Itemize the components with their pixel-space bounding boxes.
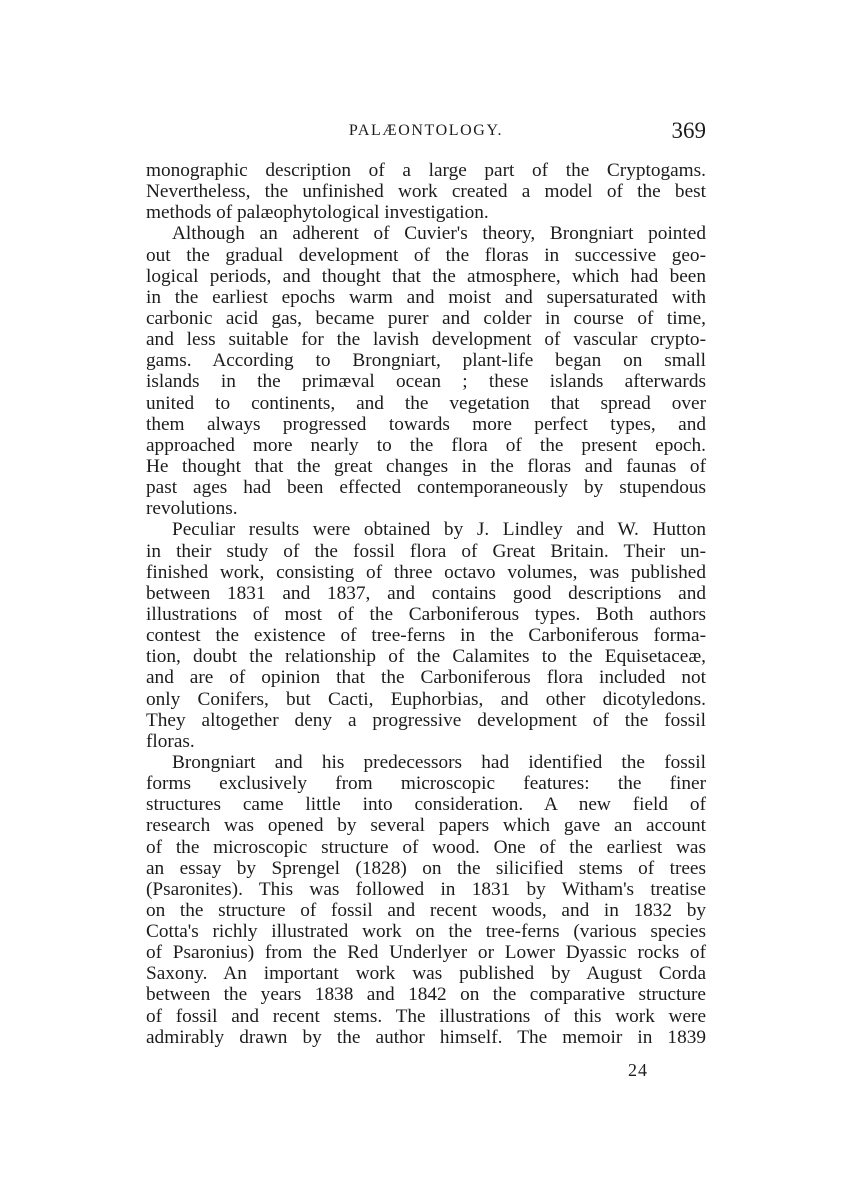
text-line: revolutions.	[146, 498, 238, 520]
text-line: united to continents, and the vegetation that spread over	[146, 392, 706, 414]
text-line: carbonic acid gas, became purer and colder in course of time,	[146, 307, 706, 329]
text-line: Cotta's richly illustrated work on the tree-ferns (various species	[146, 921, 706, 943]
text-line: He thought that the great changes in the floras and faunas of	[146, 455, 706, 477]
text-line: approached more nearly to the flora of the present epoch.	[146, 434, 706, 456]
paragraph-start: Peculiar results were obtained by J. Lindley and W. Hutton	[172, 519, 706, 541]
text-line: islands in the primæval ocean ; these islands afterwards	[146, 371, 706, 393]
text-line: between the years 1838 and 1842 on the comparative structure	[146, 984, 706, 1006]
running-title: PALÆONTOLOGY.	[348, 122, 504, 139]
text-line: and less suitable for the lavish development of vascular crypto-	[146, 329, 706, 351]
text-line: gams. According to Brongniart, plant-life began on small	[146, 350, 706, 372]
text-line: of fossil and recent stems. The illustrations of this work were	[146, 1005, 706, 1027]
paragraph-start: Brongniart and his predecessors had identified the fossil	[172, 751, 706, 773]
text-line: illustrations of most of the Carboniferous types. Both authors	[146, 603, 706, 625]
text-line: monographic description of a large part of the Cryptogams.	[146, 160, 706, 181]
text-line: logical periods, and thought that the atmosphere, which had been	[146, 265, 706, 287]
text-line: of Psaronius) from the Red Underlyer or Lower Dyassic rocks of	[146, 942, 706, 964]
text-line: of the microscopic structure of wood. One of the earliest was	[146, 836, 706, 858]
text-line: Saxony. An important work was published by August Corda	[146, 963, 706, 985]
text-line: methods of palæophytological investigation.	[146, 202, 489, 224]
running-head	[146, 118, 706, 154]
text-line: floras.	[146, 730, 195, 752]
text-line: finished work, consisting of three octavo volumes, was published	[146, 561, 706, 583]
text-line: contest the existence of tree-ferns in the Carboniferous forma-	[146, 625, 706, 647]
text-line: admirably drawn by the author himself. The memoir in 1839	[146, 1026, 706, 1048]
text-line: tion, doubt the relationship of the Calamites to the Equisetaceæ,	[146, 646, 706, 668]
text-line: past ages had been effected contemporaneously by stupendous	[146, 477, 706, 499]
text-line: between 1831 and 1837, and contains good descriptions and	[146, 582, 706, 604]
page-number: 369	[671, 118, 706, 143]
text-line: them always progressed towards more perfect types, and	[146, 413, 706, 435]
text-line: only Conifers, but Cacti, Euphorbias, and other dicotyledons.	[146, 688, 706, 710]
text-line: research was opened by several papers which gave an account	[146, 815, 706, 837]
text-line: an essay by Sprengel (1828) on the silicified stems of trees	[146, 857, 706, 879]
text-line: They altogether deny a progressive development of the fossil	[146, 709, 706, 731]
signature-mark: 24	[628, 1060, 648, 1080]
text-line: and are of opinion that the Carboniferous flora included not	[146, 667, 706, 689]
text-line: in their study of the fossil flora of Great Britain. Their un-	[146, 540, 706, 562]
text-line: structures came little into consideration. A new field of	[146, 794, 706, 816]
text-line: out the gradual development of the floras in successive geo-	[146, 244, 706, 266]
text-line: on the structure of fossil and recent woods, and in 1832 by	[146, 899, 706, 921]
text-line: forms exclusively from microscopic features: the finer	[146, 773, 706, 795]
text-line: in the earliest epochs warm and moist and supersaturated with	[146, 286, 706, 308]
body-text	[146, 160, 706, 1048]
text-line: Nevertheless, the unfinished work created a model of the best	[146, 181, 706, 203]
text-line: (Psaronites). This was followed in 1831 by Witham's treatise	[146, 878, 706, 900]
paragraph-start: Although an adherent of Cuvier's theory, Brongniart pointed	[172, 223, 706, 245]
